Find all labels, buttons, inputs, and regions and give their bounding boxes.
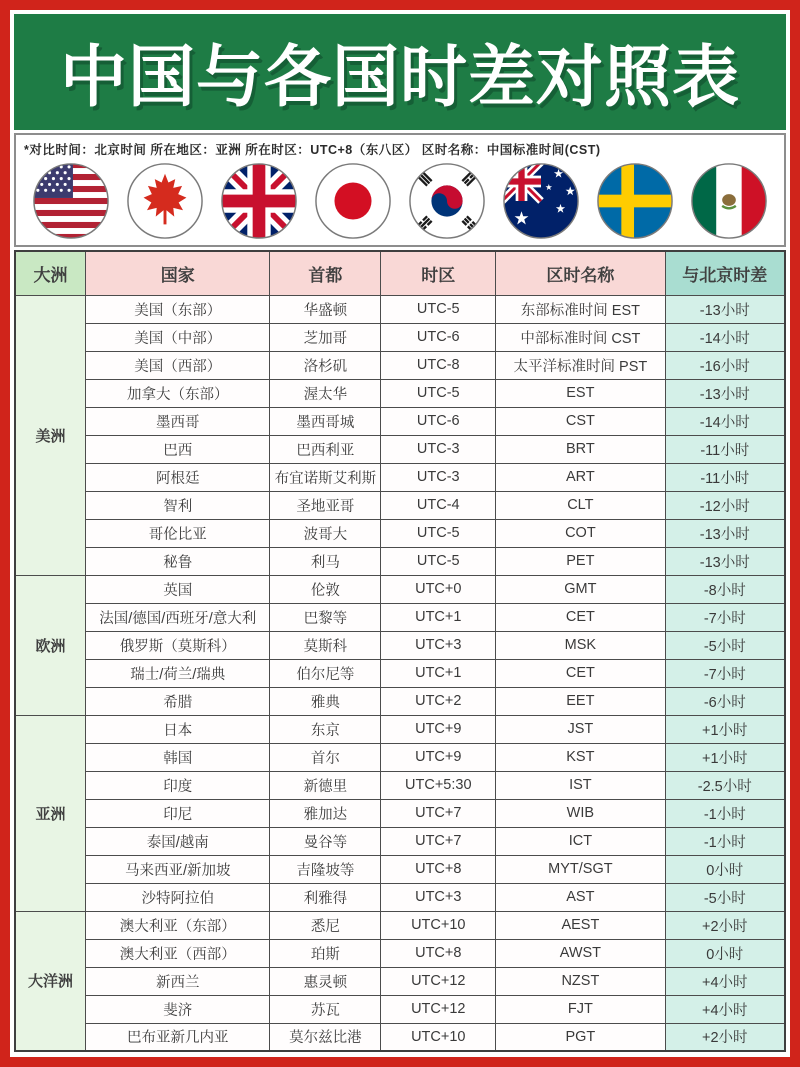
utc-offset-cell: UTC+5:30 [381,771,496,799]
continent-cell: 大洋洲 [15,911,86,1051]
zone-name-cell: BRT [496,435,665,463]
country-cell: 阿根廷 [86,463,270,491]
utc-offset-cell: UTC-5 [381,519,496,547]
country-cell: 美国（西部） [86,351,270,379]
country-cell: 印尼 [86,799,270,827]
zone-name-cell: 东部标准时间 EST [496,295,665,323]
table-row [15,687,785,715]
zone-name-cell: CLT [496,491,665,519]
country-cell: 美国（东部） [86,295,270,323]
flag-row [16,159,784,245]
utc-offset-cell: UTC-6 [381,407,496,435]
utc-offset-cell: UTC+3 [381,631,496,659]
table-row [15,519,785,547]
utc-offset-cell: UTC+9 [381,743,496,771]
country-cell: 俄罗斯（莫斯科） [86,631,270,659]
zone-name-cell: AST [496,883,665,911]
capital-cell: 雅加达 [270,799,381,827]
zone-name-cell: ICT [496,827,665,855]
country-cell: 韩国 [86,743,270,771]
utc-offset-cell: UTC-8 [381,351,496,379]
table-row [15,351,785,379]
capital-cell: 华盛顿 [270,295,381,323]
beijing-diff-cell: +2小时 [665,1023,785,1051]
japan-flag-icon [314,162,392,240]
capital-cell: 伦敦 [270,575,381,603]
country-cell: 智利 [86,491,270,519]
capital-cell: 莫尔兹比港 [270,1023,381,1051]
table-row [15,603,785,631]
utc-offset-cell: UTC+2 [381,687,496,715]
table-row [15,883,785,911]
zone-name-cell: JST [496,715,665,743]
capital-cell: 利雅得 [270,883,381,911]
zone-name-cell: FJT [496,995,665,1023]
capital-cell: 利马 [270,547,381,575]
beijing-diff-cell: -12小时 [665,491,785,519]
canada-flag-icon [126,162,204,240]
utc-offset-cell: UTC-5 [381,379,496,407]
beijing-diff-cell: -16小时 [665,351,785,379]
table-row [15,631,785,659]
zone-name-cell: PET [496,547,665,575]
header-capital: 首都 [270,251,381,295]
page-title: 中国与各国时差对照表 [60,40,740,115]
table-row [15,575,785,603]
south-korea-flag-icon [408,162,486,240]
beijing-diff-cell: 0小时 [665,855,785,883]
utc-offset-cell: UTC+10 [381,911,496,939]
table-header-row [15,251,785,295]
continent-cell: 亚洲 [15,715,86,911]
title-banner [14,14,786,130]
beijing-diff-cell: -11小时 [665,463,785,491]
beijing-diff-cell: -14小时 [665,407,785,435]
zone-name-cell: CET [496,603,665,631]
country-cell: 斐济 [86,995,270,1023]
utc-offset-cell: UTC-6 [381,323,496,351]
table-row [15,967,785,995]
utc-offset-cell: UTC+1 [381,603,496,631]
capital-cell: 首尔 [270,743,381,771]
timezone-table [14,250,786,1052]
header-beijing-diff: 与北京时差 [665,251,785,295]
beijing-diff-cell: +1小时 [665,743,785,771]
country-cell: 加拿大（东部） [86,379,270,407]
capital-cell: 伯尔尼等 [270,659,381,687]
beijing-diff-cell: -13小时 [665,379,785,407]
table-row [15,939,785,967]
utc-offset-cell: UTC-4 [381,491,496,519]
beijing-diff-cell: +2小时 [665,911,785,939]
australia-flag-icon [502,162,580,240]
zone-name-cell: MSK [496,631,665,659]
utc-offset-cell: UTC+3 [381,883,496,911]
capital-cell: 巴黎等 [270,603,381,631]
country-cell: 法国/德国/西班牙/意大利 [86,603,270,631]
beijing-diff-cell: -5小时 [665,883,785,911]
utc-offset-cell: UTC-5 [381,295,496,323]
country-cell: 沙特阿拉伯 [86,883,270,911]
beijing-diff-cell: -13小时 [665,547,785,575]
beijing-diff-cell: -1小时 [665,799,785,827]
zone-name-cell: NZST [496,967,665,995]
beijing-diff-cell: 0小时 [665,939,785,967]
capital-cell: 布宜诺斯艾利斯 [270,463,381,491]
beijing-diff-cell: -14小时 [665,323,785,351]
zone-name-cell: EET [496,687,665,715]
capital-cell: 雅典 [270,687,381,715]
utc-offset-cell: UTC+0 [381,575,496,603]
utc-offset-cell: UTC-5 [381,547,496,575]
table-row [15,323,785,351]
capital-cell: 莫斯科 [270,631,381,659]
zone-name-cell: COT [496,519,665,547]
table-body [15,295,785,1051]
table-row [15,911,785,939]
country-cell: 哥伦比亚 [86,519,270,547]
capital-cell: 芝加哥 [270,323,381,351]
beijing-diff-cell: -7小时 [665,659,785,687]
table-row [15,799,785,827]
country-cell: 印度 [86,771,270,799]
table-row [15,995,785,1023]
capital-cell: 圣地亚哥 [270,491,381,519]
beijing-diff-cell: +4小时 [665,967,785,995]
continent-cell: 欧洲 [15,575,86,715]
capital-cell: 珀斯 [270,939,381,967]
utc-offset-cell: UTC+10 [381,1023,496,1051]
zone-name-cell: EST [496,379,665,407]
zone-name-cell: PGT [496,1023,665,1051]
usa-flag-icon [32,162,110,240]
utc-offset-cell: UTC+7 [381,799,496,827]
zone-name-cell: IST [496,771,665,799]
beijing-diff-cell: -11小时 [665,435,785,463]
zone-name-cell: ART [496,463,665,491]
header-continent: 大洲 [15,251,86,295]
capital-cell: 巴西利亚 [270,435,381,463]
beijing-diff-cell: -8小时 [665,575,785,603]
zone-name-cell: 中部标准时间 CST [496,323,665,351]
capital-cell: 墨西哥城 [270,407,381,435]
capital-cell: 东京 [270,715,381,743]
utc-offset-cell: UTC+9 [381,715,496,743]
capital-cell: 吉隆坡等 [270,855,381,883]
beijing-diff-cell: -2.5小时 [665,771,785,799]
sweden-flag-icon [596,162,674,240]
country-cell: 墨西哥 [86,407,270,435]
country-cell: 泰国/越南 [86,827,270,855]
country-cell: 瑞士/荷兰/瑞典 [86,659,270,687]
capital-cell: 悉尼 [270,911,381,939]
utc-offset-cell: UTC+12 [381,967,496,995]
capital-cell: 波哥大 [270,519,381,547]
utc-offset-cell: UTC+1 [381,659,496,687]
beijing-diff-cell: -13小时 [665,295,785,323]
table-row [15,659,785,687]
utc-offset-cell: UTC+8 [381,939,496,967]
info-box [14,133,786,247]
zone-name-cell: KST [496,743,665,771]
zone-name-cell: MYT/SGT [496,855,665,883]
table-row [15,743,785,771]
country-cell: 日本 [86,715,270,743]
uk-flag-icon [220,162,298,240]
beijing-diff-cell: -13小时 [665,519,785,547]
zone-name-cell: WIB [496,799,665,827]
table-row [15,855,785,883]
country-cell: 巴西 [86,435,270,463]
capital-cell: 惠灵顿 [270,967,381,995]
utc-offset-cell: UTC-3 [381,435,496,463]
mexico-flag-icon [690,162,768,240]
table-row [15,295,785,323]
beijing-diff-cell: +1小时 [665,715,785,743]
zone-name-cell: AEST [496,911,665,939]
utc-offset-cell: UTC+8 [381,855,496,883]
country-cell: 澳大利亚（西部） [86,939,270,967]
continent-cell: 美洲 [15,295,86,575]
utc-offset-cell: UTC+12 [381,995,496,1023]
table-row [15,547,785,575]
capital-cell: 苏瓦 [270,995,381,1023]
zone-name-cell: AWST [496,939,665,967]
country-cell: 巴布亚新几内亚 [86,1023,270,1051]
capital-cell: 曼谷等 [270,827,381,855]
header-zone-name: 区时名称 [496,251,665,295]
country-cell: 英国 [86,575,270,603]
table-row [15,827,785,855]
zone-name-cell: CST [496,407,665,435]
table-row [15,1023,785,1051]
beijing-diff-cell: +4小时 [665,995,785,1023]
utc-offset-cell: UTC+7 [381,827,496,855]
table-row [15,379,785,407]
zone-name-cell: 太平洋标准时间 PST [496,351,665,379]
country-cell: 澳大利亚（东部） [86,911,270,939]
country-cell: 希腊 [86,687,270,715]
table-row [15,771,785,799]
table-row [15,715,785,743]
country-cell: 美国（中部） [86,323,270,351]
table-row [15,491,785,519]
capital-cell: 渥太华 [270,379,381,407]
country-cell: 秘鲁 [86,547,270,575]
table-row [15,407,785,435]
beijing-diff-cell: -1小时 [665,827,785,855]
table-row [15,435,785,463]
utc-offset-cell: UTC-3 [381,463,496,491]
country-cell: 新西兰 [86,967,270,995]
zone-name-cell: CET [496,659,665,687]
country-cell: 马来西亚/新加坡 [86,855,270,883]
header-country: 国家 [86,251,270,295]
comparison-note: *对比时间：北京时间 所在地区：亚洲 所在时区：UTC+8（东八区） 区时名称：中国标准时间(CST) [24,143,601,157]
capital-cell: 新德里 [270,771,381,799]
beijing-diff-cell: -6小时 [665,687,785,715]
zone-name-cell: GMT [496,575,665,603]
beijing-diff-cell: -7小时 [665,603,785,631]
capital-cell: 洛杉矶 [270,351,381,379]
table-row [15,463,785,491]
header-timezone: 时区 [381,251,496,295]
beijing-diff-cell: -5小时 [665,631,785,659]
